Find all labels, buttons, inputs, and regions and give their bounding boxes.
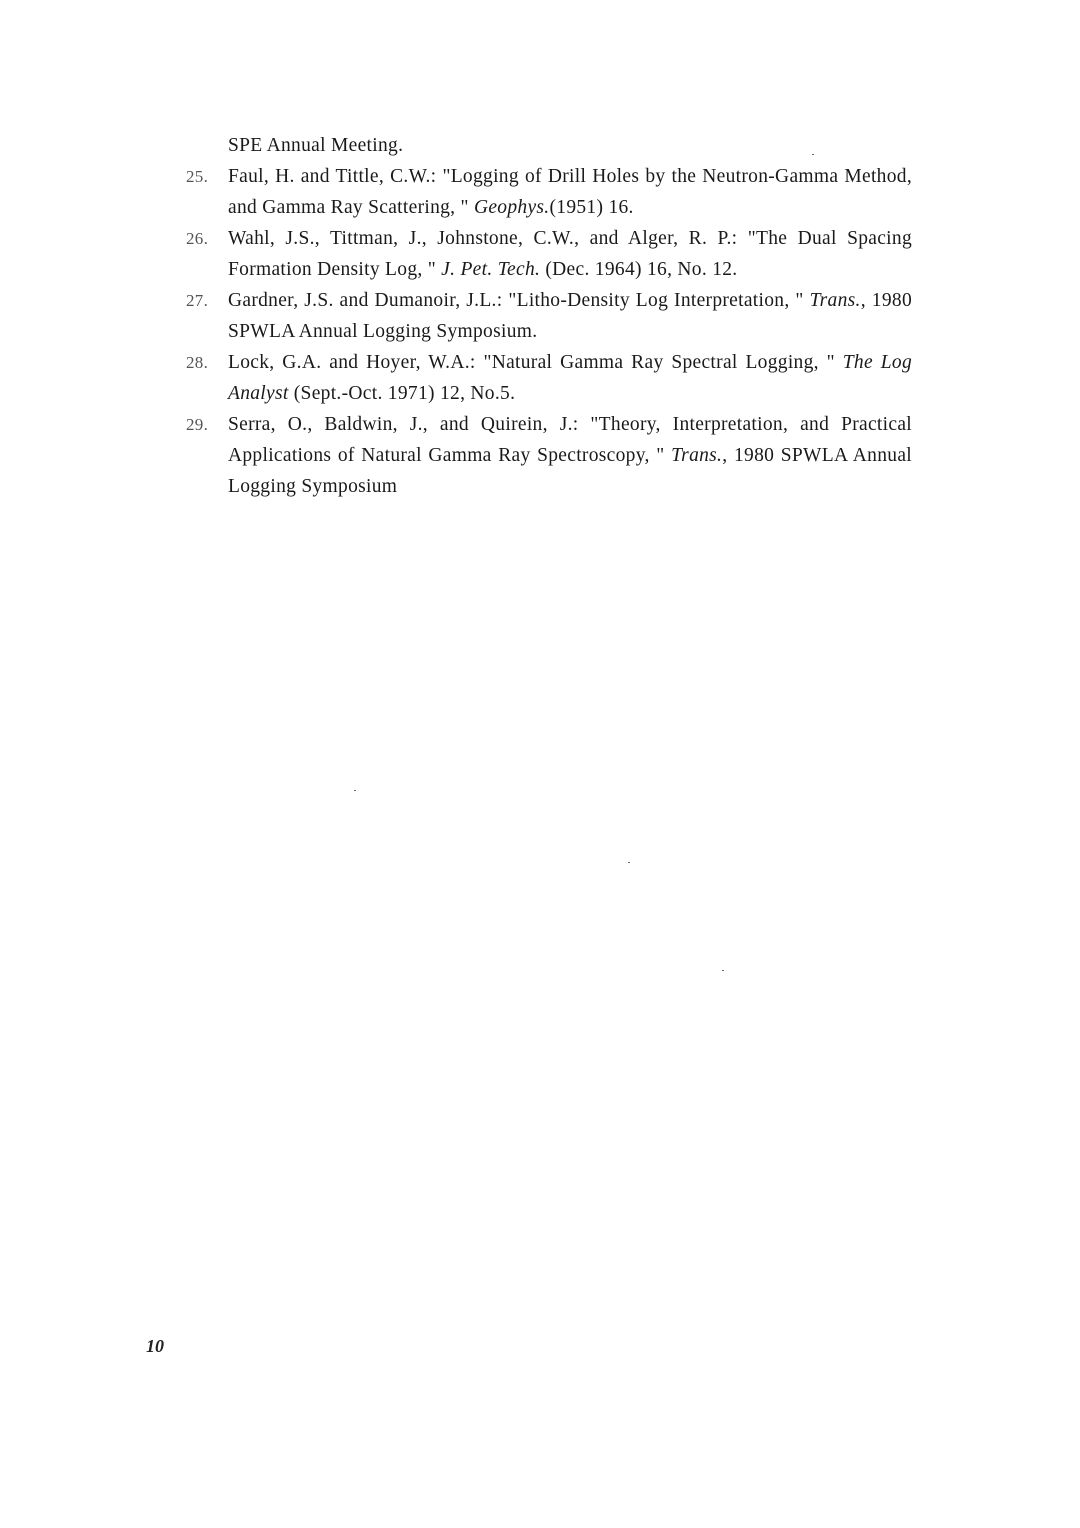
reference-details: (1951) 16. — [549, 197, 634, 218]
reference-number: 28. — [186, 353, 209, 372]
reference-details: , 1980 SPWLA Annual Logging Symposium — [228, 445, 912, 497]
reference-journal: J. Pet. Tech. — [441, 259, 541, 280]
reference-details: (Dec. 1964) 16, No. 12. — [540, 259, 738, 280]
reference-details: , 1980 SPWLA Annual Logging Symposium. — [228, 290, 912, 342]
reference-text — [228, 223, 912, 285]
reference-text — [228, 161, 912, 223]
reference-number: 27. — [186, 291, 209, 310]
reference-item-29 — [186, 409, 912, 502]
reference-number: 26. — [186, 229, 209, 248]
reference-journal: The Log Analyst — [228, 352, 912, 404]
reference-item-25 — [186, 161, 912, 223]
reference-item-27 — [186, 285, 912, 347]
reference-item-28 — [186, 347, 912, 409]
reference-number: 25. — [186, 167, 209, 186]
reference-journal: Geophys. — [473, 197, 550, 218]
reference-journal: Trans. — [671, 445, 723, 466]
scan-speck — [354, 790, 356, 791]
reference-text — [228, 285, 912, 347]
reference-citation: Lock, G.A. and Hoyer, W.A.: "Natural Gamma Ray Spectral Logging, " — [228, 352, 843, 373]
reference-text — [228, 409, 912, 502]
reference-citation: Faul, H. and Tittle, C.W.: "Logging of Drill Holes by the Neutron-Gamma Method, and Gamma Ray Scattering, " — [228, 166, 912, 218]
reference-continuation: SPE Annual Meeting. — [228, 135, 404, 156]
reference-text — [228, 347, 912, 409]
scan-speck — [628, 862, 630, 863]
reference-list — [186, 130, 912, 502]
reference-item-26 — [186, 223, 912, 285]
scan-speck — [722, 970, 724, 971]
reference-number: 29. — [186, 415, 209, 434]
reference-citation: Serra, O., Baldwin, J., and Quirein, J.: "Theory, Interpretation, and Practical Applications of Natural Gamma Ray Spectroscopy, " — [228, 414, 912, 466]
reference-details: (Sept.-Oct. 1971) 12, No.5. — [288, 383, 516, 404]
reference-citation: Gardner, J.S. and Dumanoir, J.L.: "Litho-Density Log Interpretation, " — [228, 290, 810, 311]
scan-speck — [812, 154, 814, 155]
page-number: 10 — [146, 1336, 164, 1356]
reference-journal: Trans. — [809, 290, 861, 311]
reference-citation: Wahl, J.S., Tittman, J., Johnstone, C.W., and Alger, R. P.: "The Dual Spacing Formation Density Log, " — [228, 228, 912, 280]
